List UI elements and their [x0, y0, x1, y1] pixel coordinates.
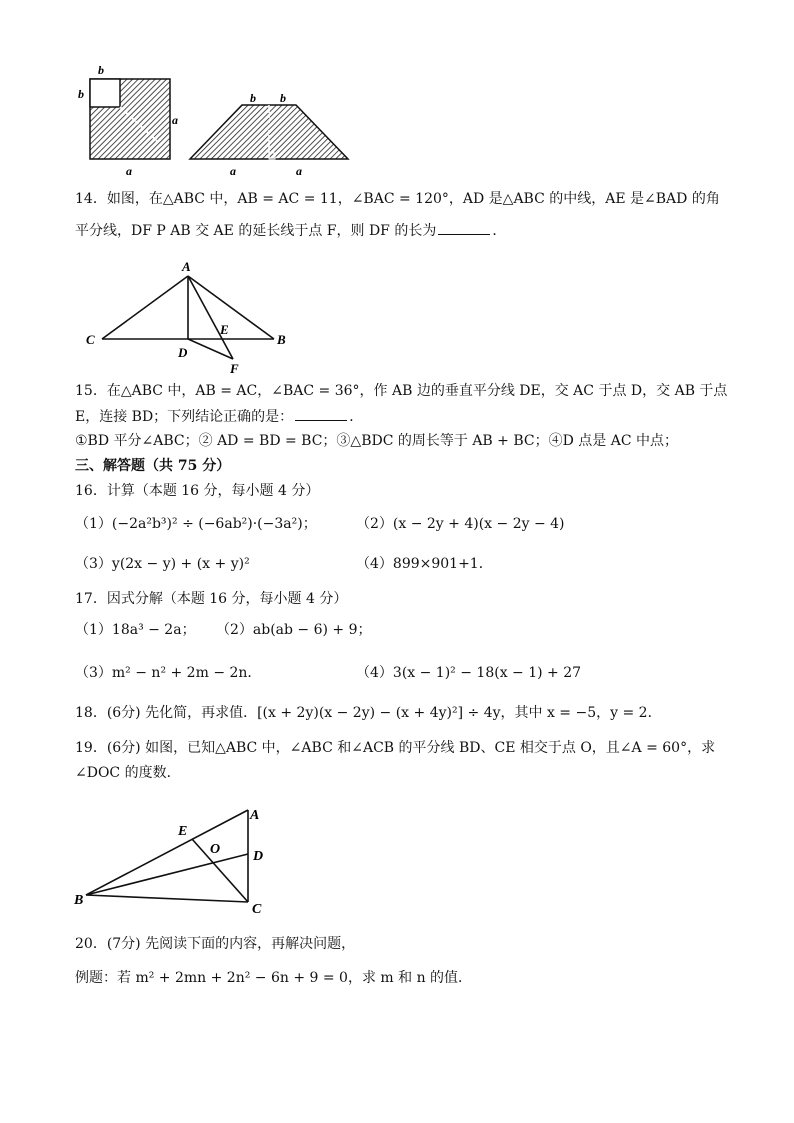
q17-part-1: （1）18a³ − 2a；: [75, 622, 196, 638]
fig19-label-a: A: [250, 808, 260, 823]
q14-answer-blank[interactable]: [438, 220, 490, 235]
q15-line-1: 15．在△ABC 中，AB = AC，∠BAC = 36°，作 AB 边的垂直平分线 DE，交 AC 于点 D，交 AB 于点: [75, 383, 728, 399]
fig13-label-b-top: b: [98, 63, 104, 77]
fig14-label-e: E: [220, 322, 229, 337]
q15-line-2: [75, 406, 363, 427]
fig14-label-c: C: [86, 332, 95, 347]
q17-part-4: （4）3(x − 1)² − 18(x − 1) + 27: [356, 665, 582, 681]
fig19-label-e: E: [178, 824, 188, 839]
fig14-label-a: A: [182, 259, 191, 274]
q19-line-1: 19．(6分) 如图，已知△ABC 中，∠ABC 和∠ACB 的平分线 BD、CE 相交于点 O，且∠A = 60°，求: [75, 740, 716, 756]
q16-part-3: （3）y(2x − y) + (x + y)²: [75, 556, 250, 572]
q15-line-2-text: E，连接 BD；下列结论正确的是：: [75, 409, 294, 425]
fig14-label-d: D: [178, 345, 188, 360]
figure-q14: [80, 256, 300, 376]
q17-part-3: （3）m² − n² + 2m − 2n．: [75, 665, 262, 681]
fig13-label-b2: b: [280, 91, 286, 105]
section-3-heading: 三、解答题（共 75 分）: [75, 458, 231, 474]
q16-part-1: （1）(−2a²b³)² ÷ (−6ab²)·(−3a²)；: [75, 516, 317, 532]
fig19-label-b: B: [74, 893, 84, 908]
q15-line-2-end: ．: [349, 409, 364, 425]
fig13-label-a2: a: [296, 164, 302, 178]
fig19-label-o: O: [210, 842, 221, 857]
fig19-label-d: D: [253, 849, 264, 864]
q17-part-2: （2）ab(ab − 6) + 9；: [216, 622, 372, 638]
q16-title: 16．计算（本题 16 分，每小题 4 分）: [75, 483, 320, 499]
fig13-label-b1: b: [250, 91, 256, 105]
fig13-label-a1: a: [230, 164, 236, 178]
q18-text: 18．(6分) 先化简，再求值．[(x + 2y)(x − 2y) − (x + 4y)²] ÷ 4y，其中 x = −5，y = 2．: [75, 705, 662, 721]
fig19-label-c: C: [252, 902, 262, 917]
q20-line-1: 20．(7分) 先阅读下面的内容，再解决问题，: [75, 936, 356, 952]
q16-part-4: （4）899×901+1．: [356, 556, 493, 572]
fig13-label-b-side: b: [78, 87, 84, 101]
figure-q13: [70, 62, 370, 178]
fig14-label-b: B: [277, 332, 286, 347]
fig13-label-a-bottom: a: [126, 164, 132, 178]
q14-line-2-end: ．: [492, 223, 507, 239]
q19-line-2: ∠DOC 的度数．: [75, 765, 181, 781]
q17-title: 17．因式分解（本题 16 分，每小题 4 分）: [75, 591, 348, 607]
q16-part-2: （2）(x − 2y + 4)(x − 2y − 4): [356, 516, 565, 532]
fig14-label-f: F: [230, 361, 239, 376]
q15-options: ①BD 平分∠ABC；② AD = BD = BC；③△BDC 的周长等于 AB + BC；④D 点是 AC 中点；: [75, 433, 679, 449]
fig13-label-a-side: a: [172, 113, 178, 127]
q15-answer-blank[interactable]: [295, 406, 347, 421]
q20-line-2: 例题：若 m² + 2mn + 2n² − 6n + 9 = 0，求 m 和 n 的值．: [75, 970, 473, 986]
q14-line-1: 14．如图，在△ABC 中，AB = AC = 11，∠BAC = 120°，AD 是△ABC 的中线，AE 是∠BAD 的角: [75, 191, 720, 207]
figure-q19: [70, 792, 280, 918]
q14-line-2-text: 平分线，DF P AB 交 AE 的延长线于点 F，则 DF 的长为: [75, 223, 437, 239]
q14-line-2: [75, 220, 506, 241]
